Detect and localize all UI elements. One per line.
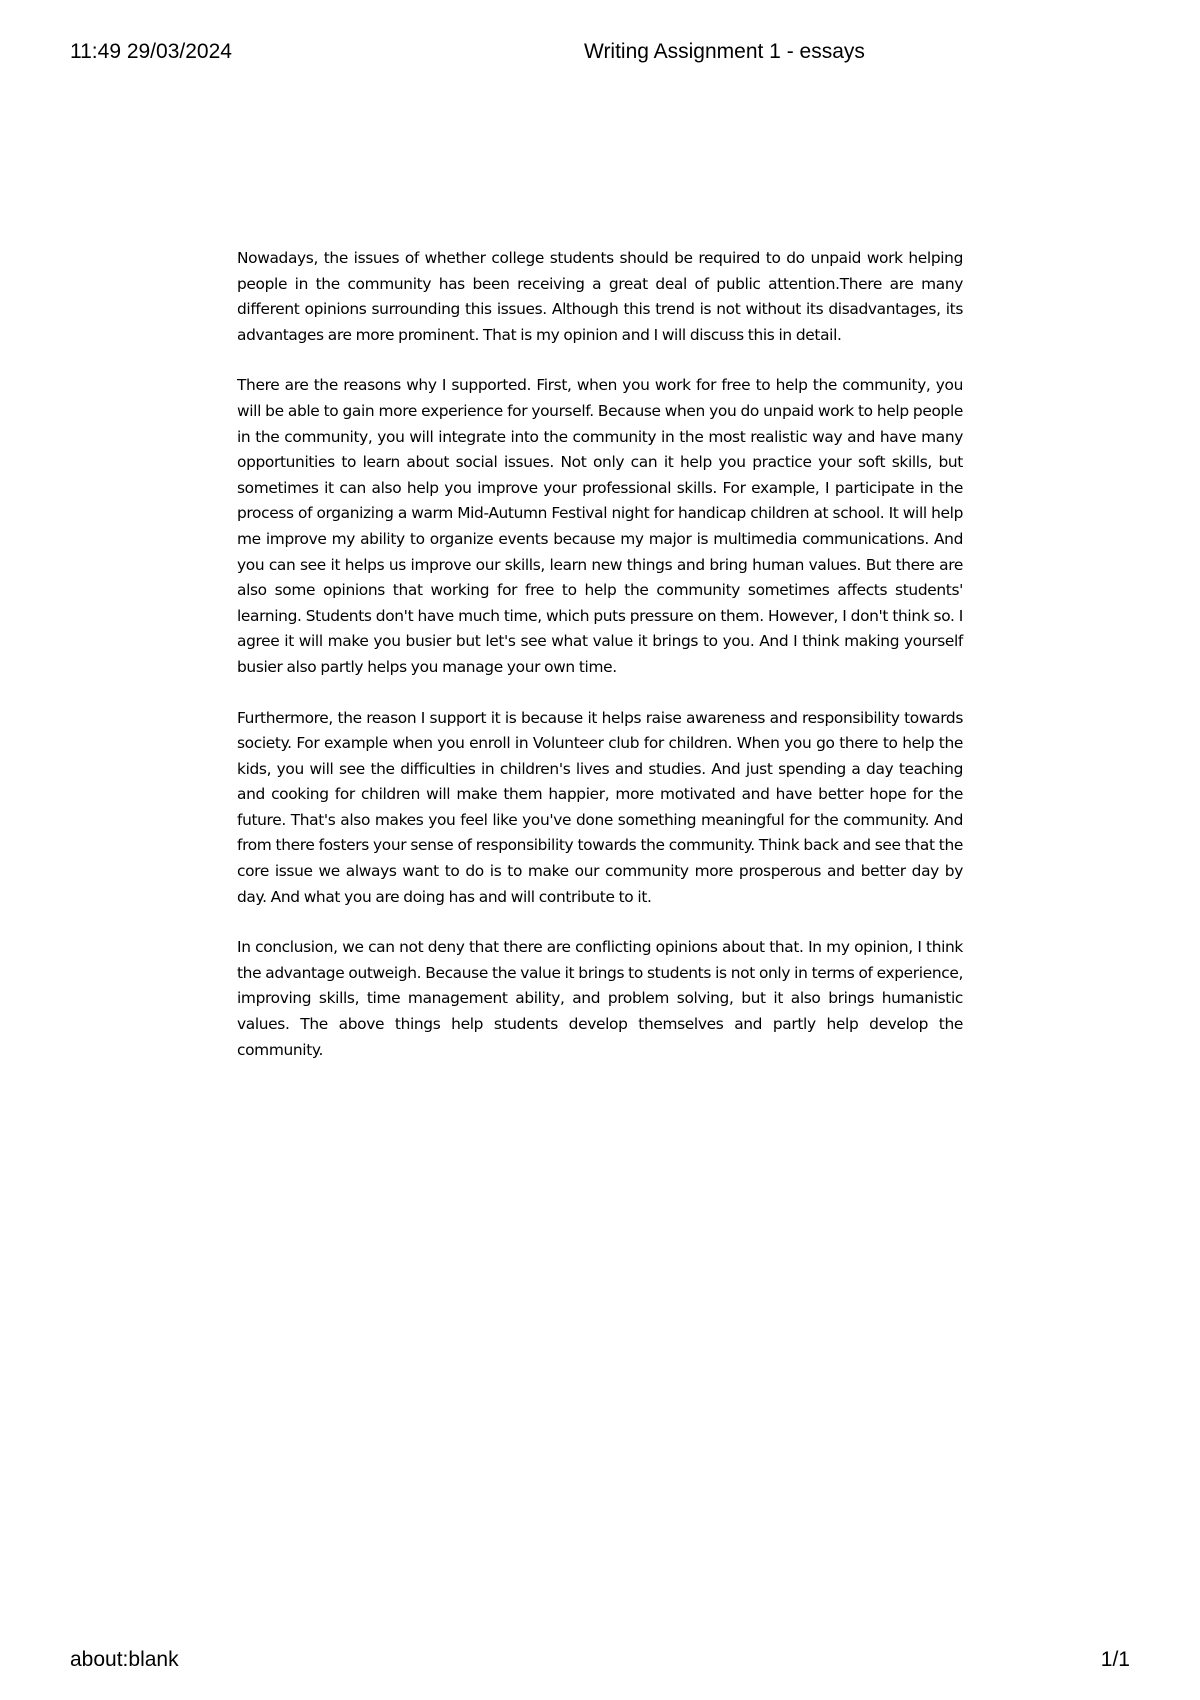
document-title: Writing Assignment 1 - essays: [584, 40, 865, 63]
print-datetime: 11:49 29/03/2024: [70, 40, 232, 63]
essay-body: [237, 246, 963, 1088]
page-url: about:blank: [70, 1648, 179, 1671]
essay-paragraph-second-reason: Furthermore, the reason I support it is because it helps raise awareness and responsibility towards society. For example when you enroll in Volunteer club for children. When you go there to help the kids, you will see the difficulties in children's lives and studies. And just spending a day teaching and cooking for children will make them happier, more motivated and have better hope for the future. That's also makes you feel like you've done something meaningful for the community. And from there fosters your sense of responsibility towards the community. Think back and see that the core issue we always want to do is to make our community more prosperous and better day by day. And what you are doing has and will contribute to it.: [237, 708, 963, 906]
essay-paragraph-conclusion: In conclusion, we can not deny that there are conflicting opinions about that. In my opinion, I think the advantage outweigh. Because the value it brings to students is not only in terms of experience, improving skills, time management ability, and problem solving, but it also brings humanistic values. The above things help students develop themselves and partly help develop the community.: [237, 938, 963, 1059]
essay-paragraph-first-reason: There are the reasons why I supported. First, when you work for free to help the community, you will be able to gain more experience for yourself. Because when you do unpaid work to help people in the community, you will integrate into the community in the most realistic way and have many opportunities to learn about social issues. Not only can it help you practice your soft skills, but sometimes it can also help you improve your professional skills. For example, I participate in the process of organizing a warm Mid-Autumn Festival night for handicap children at school. It will help me improve my ability to organize events because my major is multimedia communications. And you can see it helps us improve our skills, learn new things and bring human values. But there are also some opinions that working for free to help the community sometimes affects students' learning. Students don't have much time, which puts pressure on them. However, I don't think so. I agree it will make you busier but let's see what value it brings to you. And I think making yourself busier also partly helps you manage your own time.: [237, 376, 963, 676]
page-number: 1/1: [1100, 1648, 1130, 1671]
print-footer: [0, 1648, 1200, 1678]
essay-paragraph-introduction: Nowadays, the issues of whether college students should be required to do unpaid work helping people in the community has been receiving a great deal of public attention.There are many different opinions surrounding this issues. Although this trend is not without its disadvantages, its advantages are more prominent. That is my opinion and I will discuss this in detail.: [237, 249, 963, 344]
print-header: [0, 40, 1200, 70]
